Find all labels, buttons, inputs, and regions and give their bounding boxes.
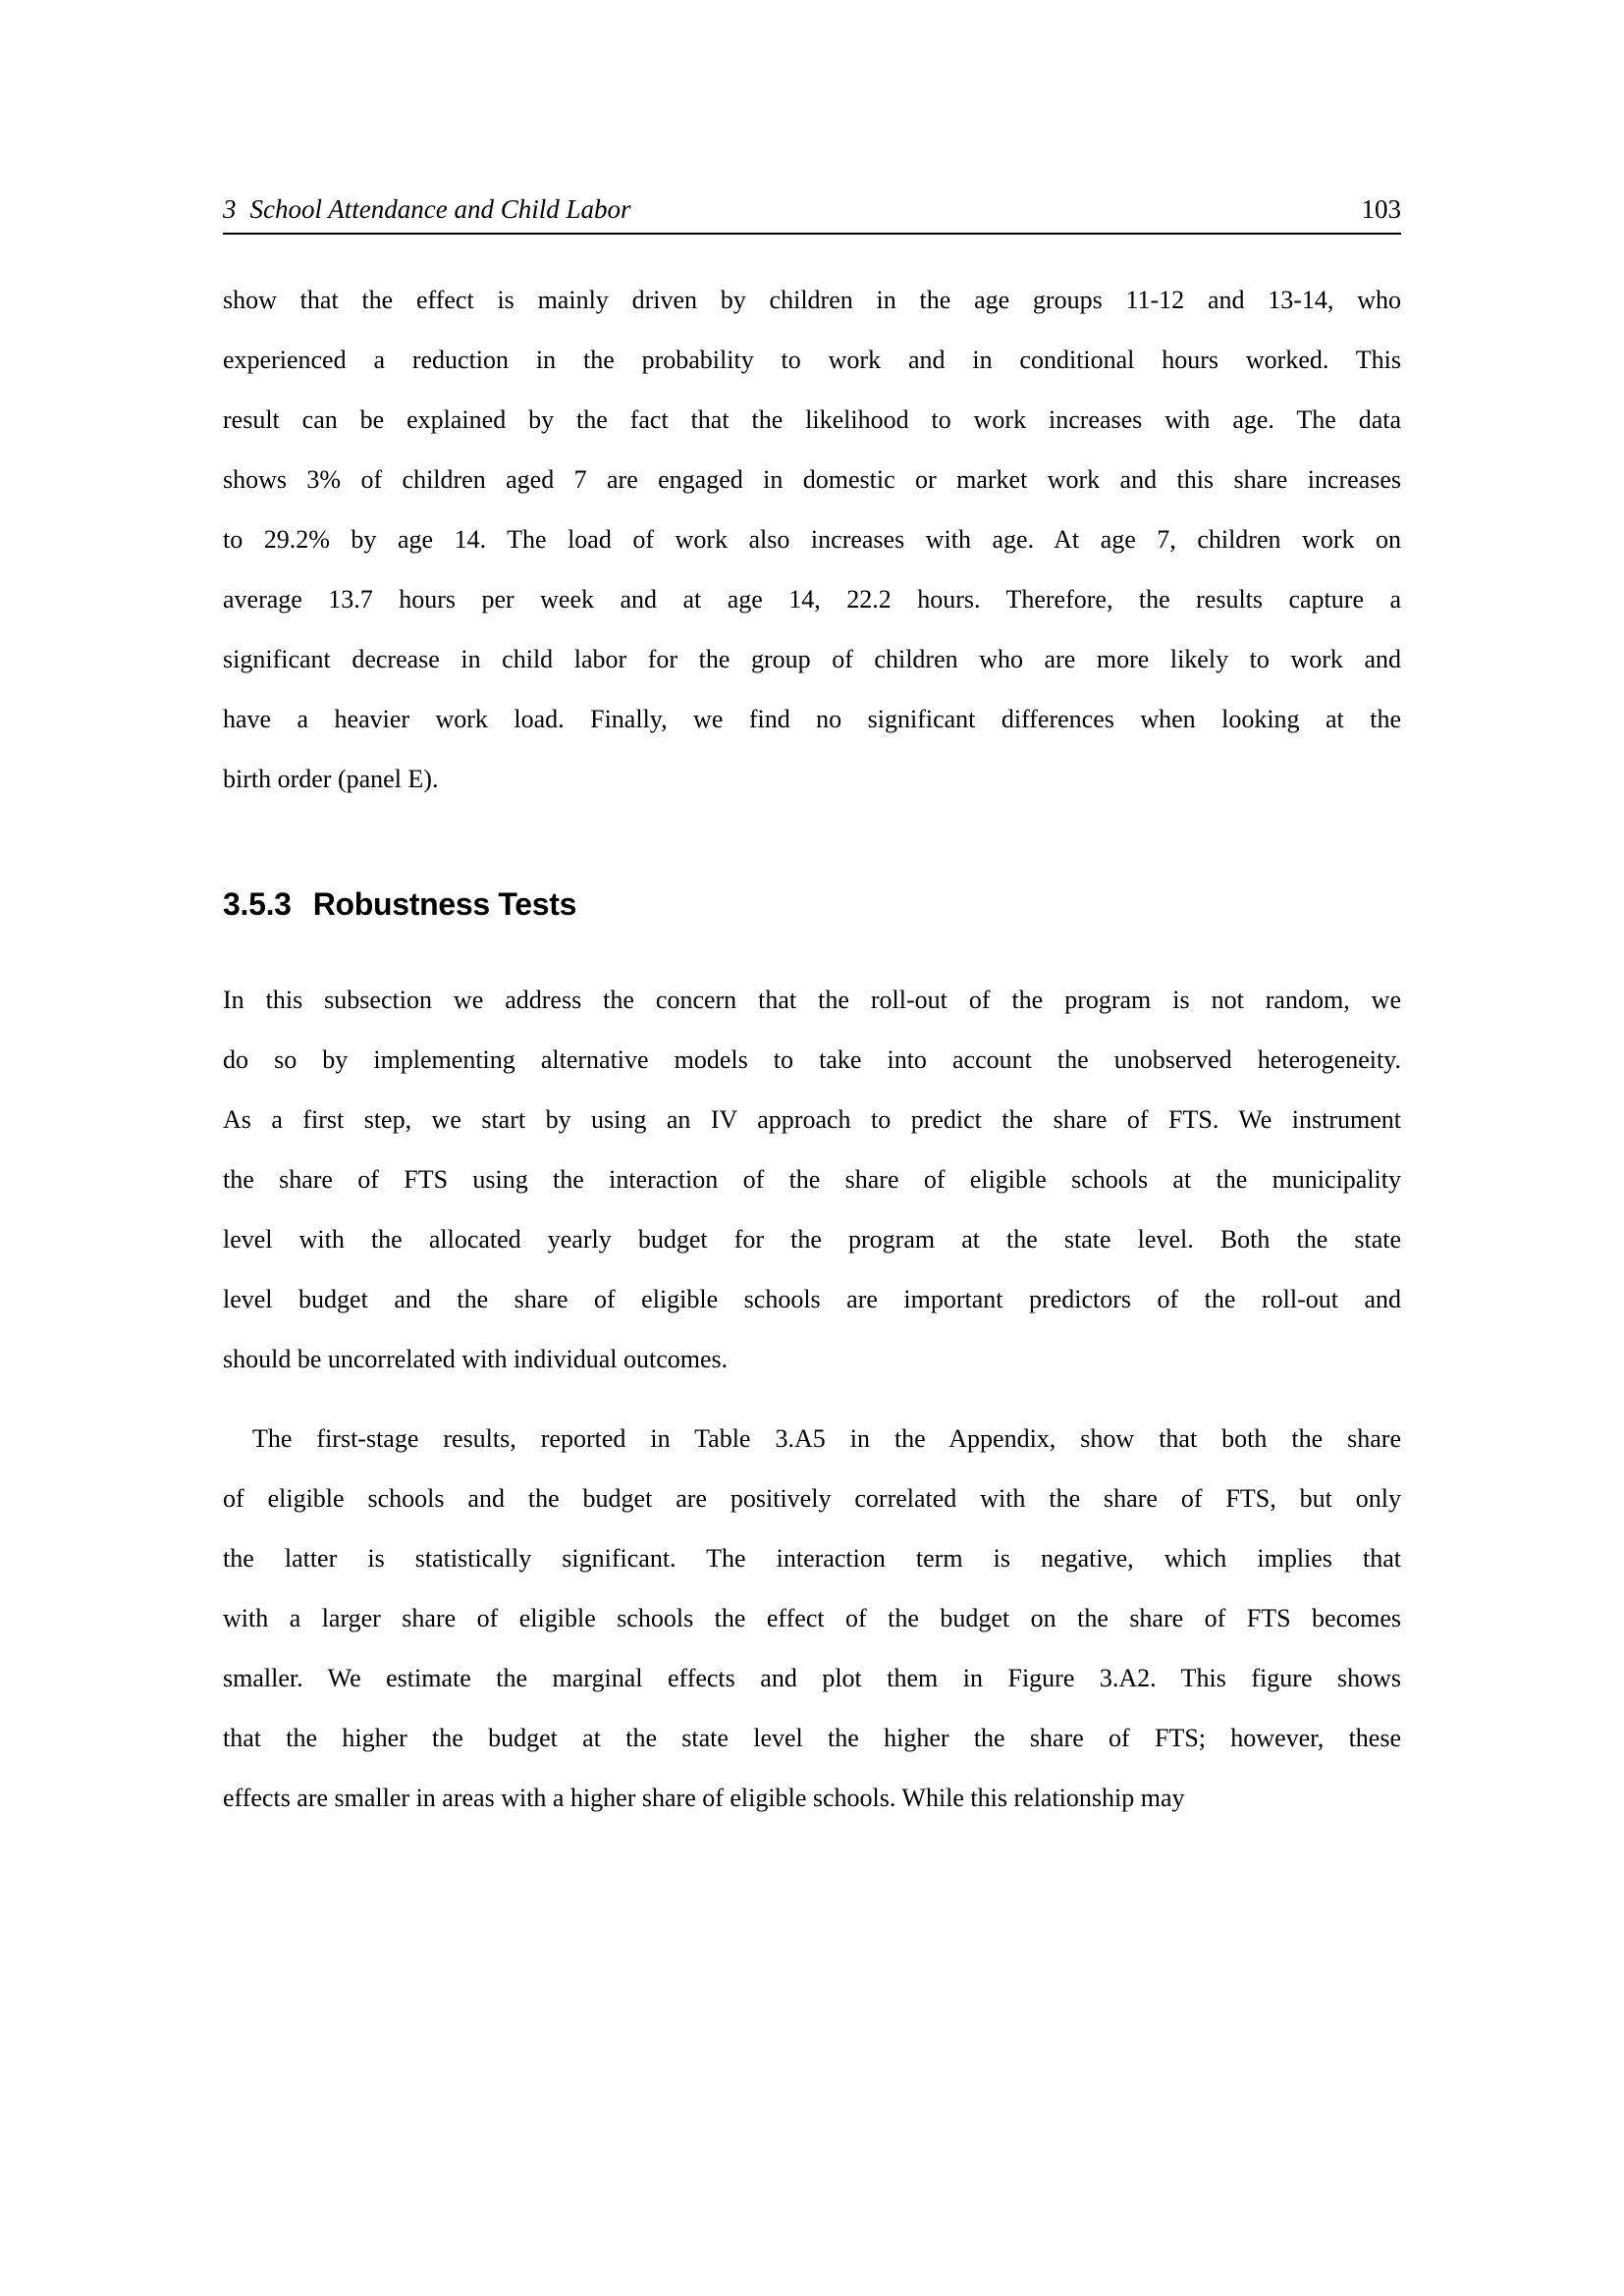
- text-line: to 29.2% by age 14. The load of work also increases with age. At age 7, children work on: [223, 525, 1401, 554]
- section-title: Robustness Tests: [312, 886, 577, 922]
- text-line: The first-stage results, reported in Table 3.A5 in the Appendix, show that both the share: [252, 1424, 1401, 1453]
- section-heading: [223, 883, 1401, 925]
- text-line: do so by implementing alternative models to take into account the unobserved heterogeneity.: [223, 1045, 1401, 1074]
- text-line: with a larger share of eligible schools the effect of the budget on the share of FTS becomes: [223, 1604, 1401, 1632]
- paragraph: [223, 970, 1401, 1389]
- text-line: In this subsection we address the concern that the roll-out of the program is not random, we: [223, 986, 1401, 1014]
- text-line: have a heavier work load. Finally, we find no significant differences when looking at the: [223, 705, 1401, 733]
- text-line: the share of FTS using the interaction of the share of eligible schools at the municipality: [223, 1165, 1401, 1194]
- text-line: that the higher the budget at the state level the higher the share of FTS; however, these: [223, 1724, 1401, 1752]
- text-line: level with the allocated yearly budget for the program at the state level. Both the state: [223, 1225, 1401, 1254]
- running-header: [223, 0, 1401, 226]
- text-line: effects are smaller in areas with a higher share of eligible schools. While this relationship may: [223, 1784, 1185, 1812]
- chapter-header: [223, 192, 630, 226]
- text-line: should be uncorrelated with individual outcomes.: [223, 1345, 729, 1373]
- text-line: shows 3% of children aged 7 are engaged in domestic or market work and this share increases: [223, 465, 1401, 494]
- text-line: average 13.7 hours per week and at age 14, 22.2 hours. Therefore, the results capture a: [223, 585, 1401, 614]
- page-number: 103: [1361, 194, 1401, 224]
- header-rule: [223, 233, 1401, 235]
- section-number: 3.5.3: [223, 886, 292, 922]
- paragraph-group: [223, 970, 1401, 1828]
- text-line: show that the effect is mainly driven by children in the age groups 11-12 and 13-14, who: [223, 286, 1401, 314]
- text-line: As a first step, we start by using an IV approach to predict the share of FTS. We instrument: [223, 1105, 1401, 1134]
- text-line: experienced a reduction in the probability to work and in conditional hours worked. This: [223, 346, 1401, 374]
- text-line: the latter is statistically significant. The interaction term is negative, which implies that: [223, 1544, 1401, 1573]
- chapter-number: 3: [223, 194, 237, 224]
- text-line: smaller. We estimate the marginal effects and plot them in Figure 3.A2. This figure shows: [223, 1664, 1401, 1692]
- paragraph: [223, 1409, 1401, 1828]
- document-page: [223, 0, 1401, 1828]
- text-line: level budget and the share of eligible schools are important predictors of the roll-out and: [223, 1285, 1401, 1313]
- text-line: of eligible schools and the budget are positively correlated with the share of FTS, but only: [223, 1484, 1401, 1513]
- text-line: significant decrease in child labor for the group of children who are more likely to work and: [223, 645, 1401, 673]
- paragraph: [223, 270, 1401, 809]
- paragraph-group: [223, 270, 1401, 809]
- text-line: birth order (panel E).: [223, 765, 439, 793]
- text-line: result can be explained by the fact that the likelihood to work increases with age. The data: [223, 405, 1401, 434]
- chapter-title: School Attendance and Child Labor: [249, 194, 631, 224]
